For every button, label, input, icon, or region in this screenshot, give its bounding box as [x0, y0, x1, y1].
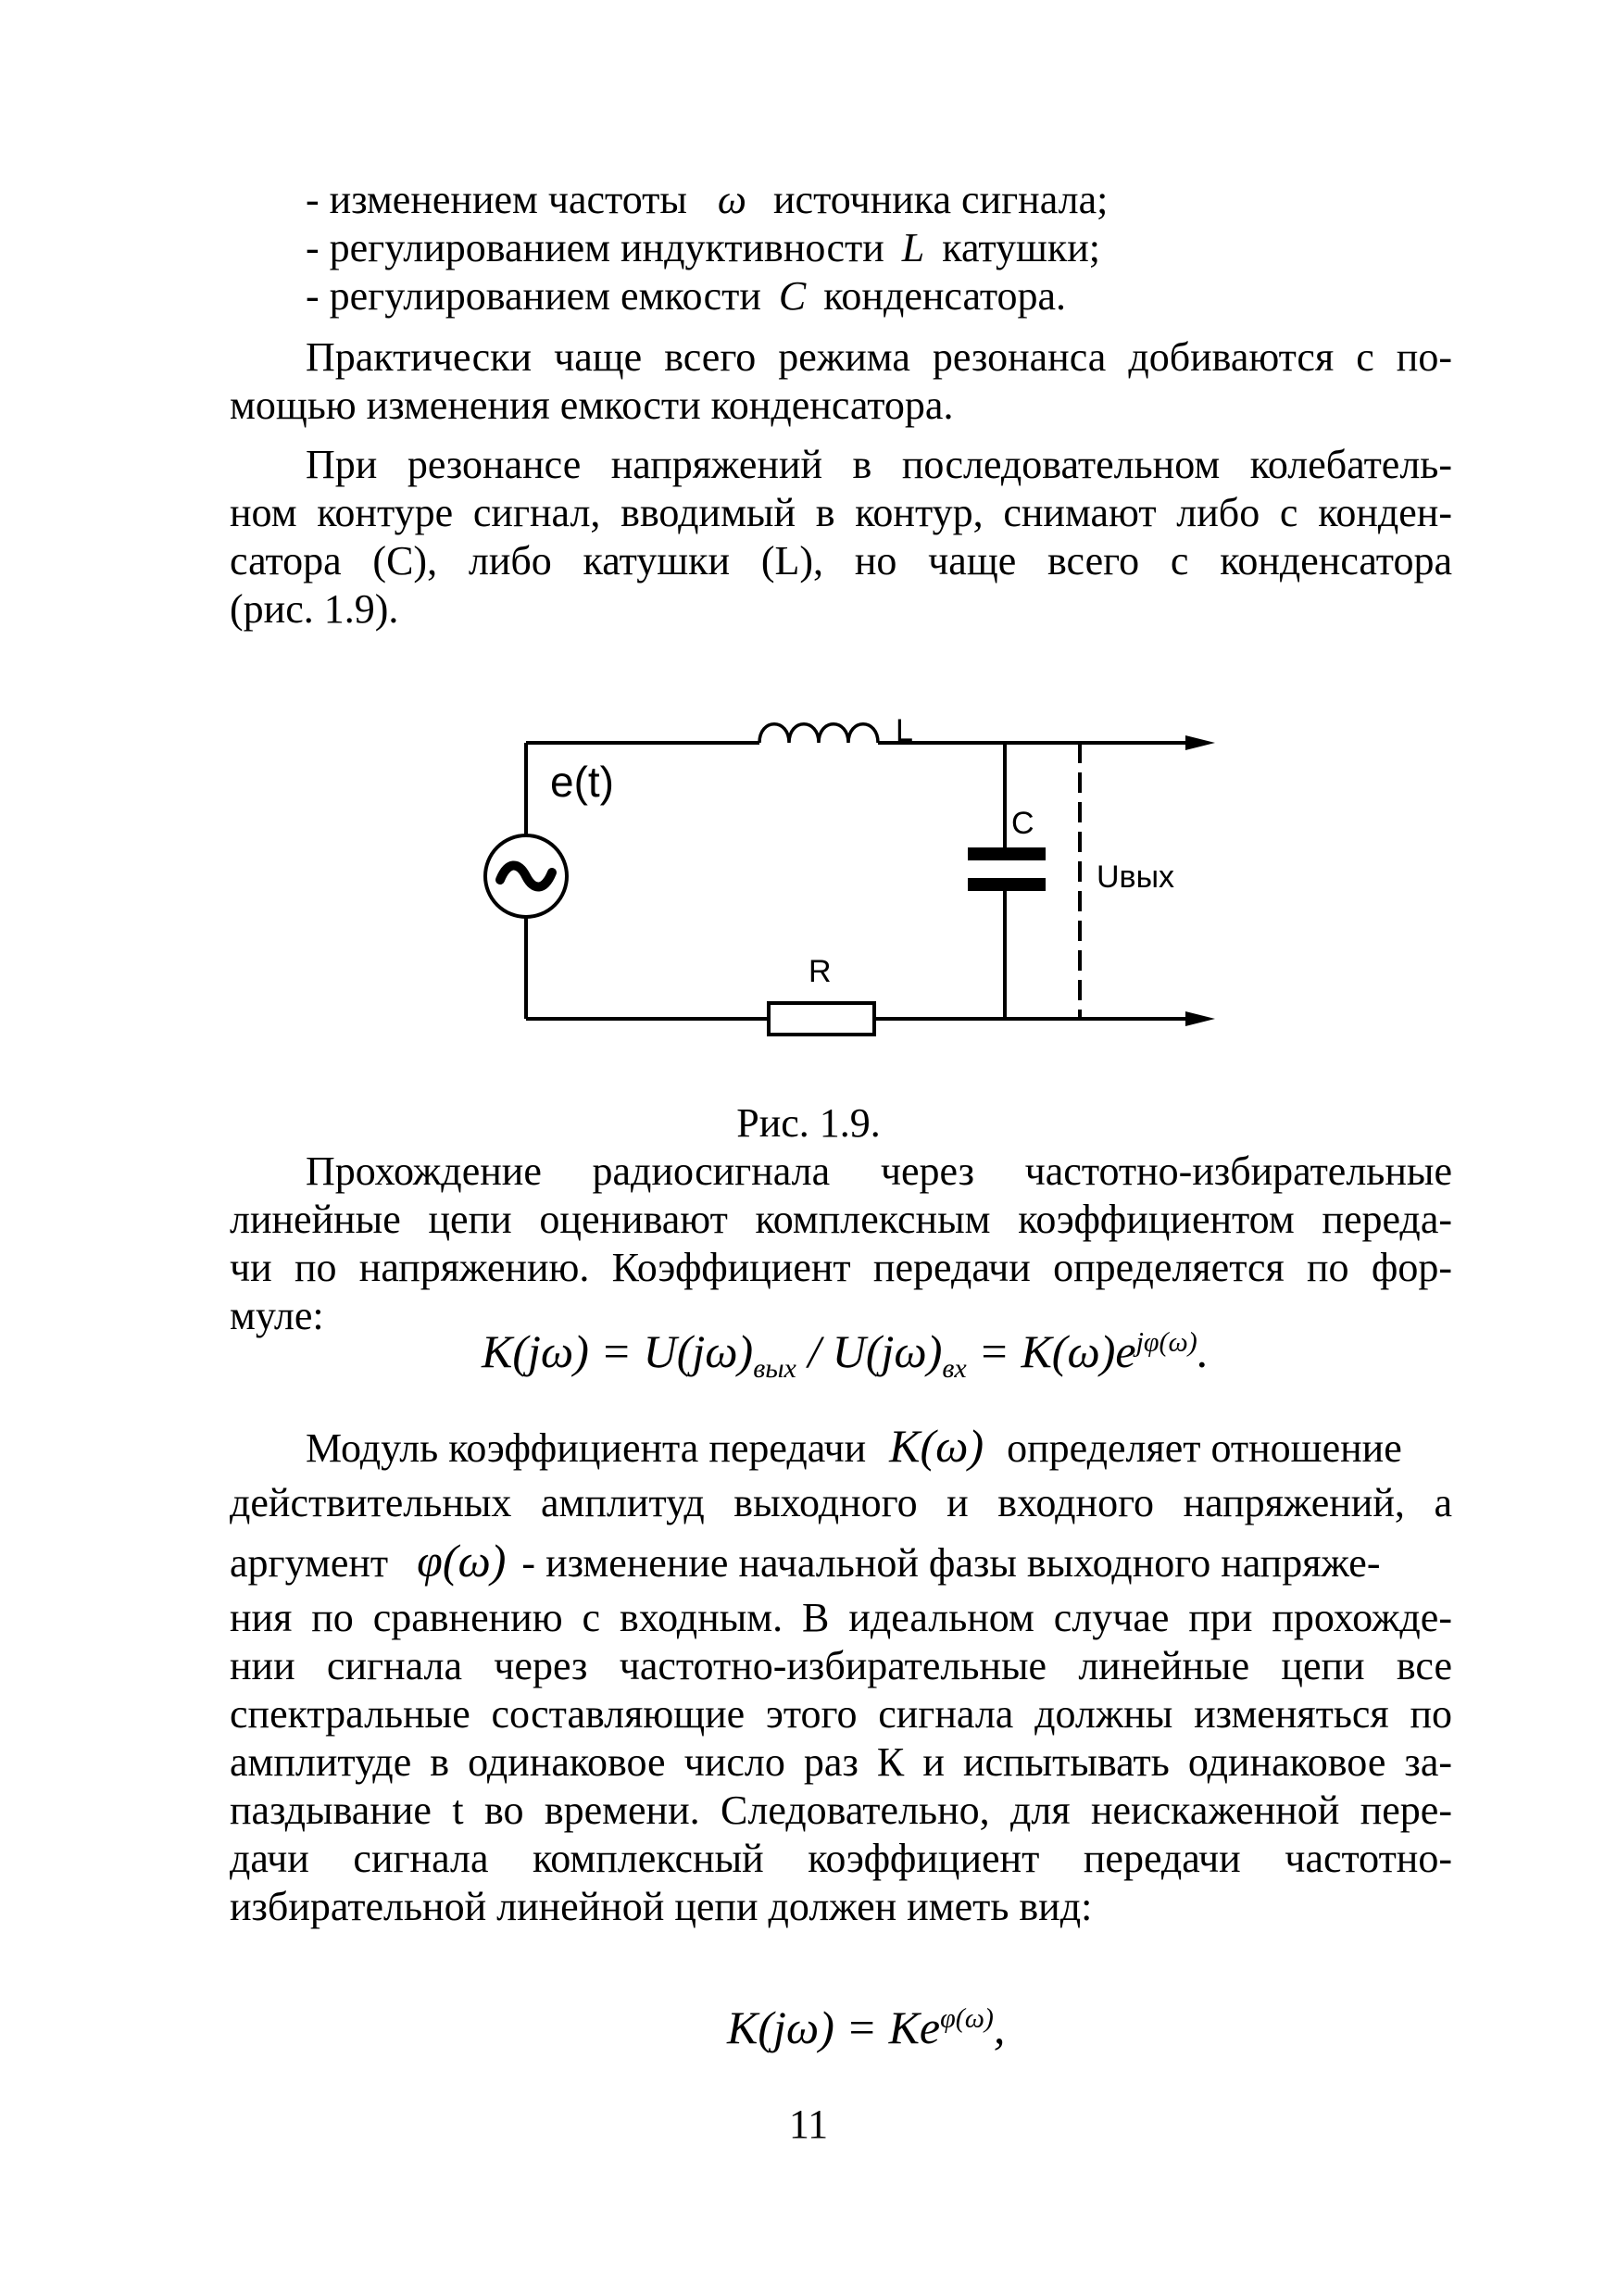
formula-ideal-transfer: $K(j\omega) = Ke^{\varphi(\omega)}$, [727, 2001, 1006, 2053]
bullet-3: - регулированием емкости C конденсатора. [306, 273, 1067, 319]
output-arrow-bottom-icon [1185, 1011, 1215, 1026]
paragraph-3: Прохождение радиосигнала через частотно-избирательные линейные цепи оценивают комплексным коэффициентом переда- чи по напряжению. Коэффициент передачи определяется по фор- муле: [230, 1148, 1452, 1338]
resistor-label: R [808, 954, 832, 989]
figure-caption: Рис. 1.9. [736, 1100, 881, 1146]
voltage-source-symbol [485, 835, 567, 917]
output-arrow-top-icon [1185, 735, 1215, 750]
circuit-diagram [445, 713, 1241, 1102]
formula-transfer-coefficient: $K(j\omega) = U(j\omega)_{вых} / U(j\omega)_{вх} = K(\omega)e^{j\varphi(\omega)}$. [482, 1325, 1210, 1384]
paragraph-1: Практически чаще всего режима резонанса добиваются с по- мощью изменения емкости конденсатора. [230, 334, 1452, 428]
capacitor-plates [968, 847, 1046, 891]
inductor-label: L [896, 713, 913, 748]
page-number: 11 [788, 2102, 829, 2147]
paragraph-2: При резонансе напряжений в последовательном колебатель- ном контуре сигнал, вводимый в контур, снимают либо с конден- сатора (С), либо катушки (L), но чаще всего с конденсатора (рис. 1.9). [230, 442, 1452, 632]
source-label: e(t) [550, 758, 614, 806]
output-voltage-label: Uвых [1097, 859, 1175, 895]
bullet-2: - регулированием индуктивности L катушки; [306, 225, 1101, 270]
bullet-1: - изменением частоты ω источника сигнала; [306, 177, 1109, 222]
capacitor-label: C [1011, 806, 1034, 841]
